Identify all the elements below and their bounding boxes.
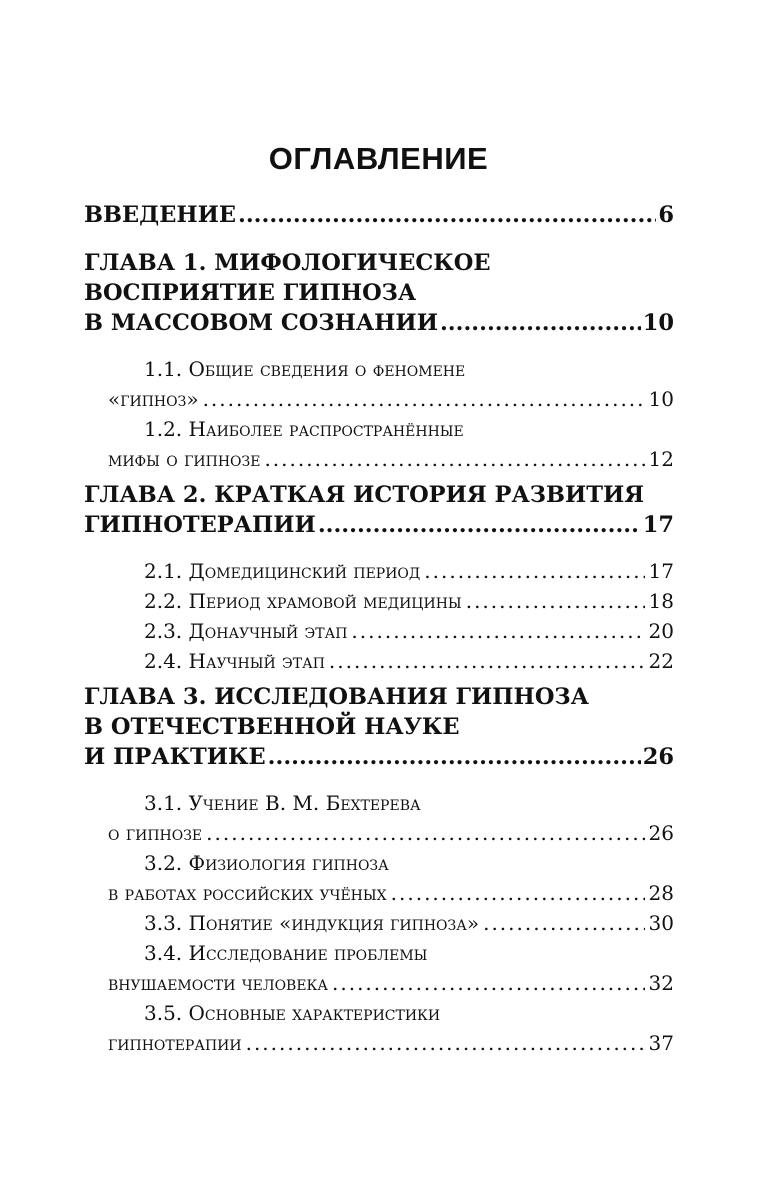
chapter-title-line: ГЛАВА 3. ИССЛЕДОВАНИЯ ГИПНОЗА xyxy=(84,684,589,710)
dot-leader xyxy=(264,444,644,474)
dot-leader xyxy=(391,878,645,908)
chapter-title-line: В МАССОВОМ СОЗНАНИИ xyxy=(84,310,438,336)
dot-leader xyxy=(318,510,641,540)
chapter-title-line: ГЛАВА 2. КРАТКАЯ ИСТОРИЯ РАЗВИТИЯ xyxy=(84,482,645,508)
page-number: 12 xyxy=(648,447,674,471)
section-title-line: 2.4. Научный этап xyxy=(144,649,325,673)
toc-entry-section-1-1[interactable] xyxy=(84,354,674,414)
toc-entry-chapter-1[interactable] xyxy=(84,248,674,338)
page-number: 6 xyxy=(658,202,674,228)
dot-leader xyxy=(424,556,644,586)
dot-leader xyxy=(332,968,645,998)
toc-entry-section-3-1[interactable] xyxy=(84,788,674,848)
toc-entry-intro[interactable] xyxy=(84,200,674,230)
dot-leader xyxy=(466,586,645,616)
section-title-line: 2.3. Донаучный этап xyxy=(144,619,348,643)
dot-leader xyxy=(206,818,644,848)
section-title-line: внушаемости человека xyxy=(108,971,328,995)
toc-entry-section-3-4[interactable] xyxy=(84,938,674,998)
section-title-line: 1.1. Общие сведения о феномене xyxy=(144,357,466,381)
toc-entry-section-3-5[interactable] xyxy=(84,998,674,1058)
section-title-line: «гипноз» xyxy=(108,387,199,411)
section-title-line: 2.1. Домедицинский период xyxy=(144,559,421,583)
section-title-line: 3.5. Основные характеристики xyxy=(144,1001,441,1025)
toc-entry-chapter-2[interactable] xyxy=(84,480,674,540)
dot-leader xyxy=(203,384,645,414)
dot-leader xyxy=(483,908,644,938)
page-number: 10 xyxy=(642,310,674,336)
page-number: 32 xyxy=(648,971,674,995)
page-number: 26 xyxy=(648,821,674,845)
section-title-line: 3.2. Физиология гипноза xyxy=(144,851,389,875)
toc-entry-section-2-1[interactable] xyxy=(84,556,674,586)
page-number: 28 xyxy=(648,881,674,905)
page-number: 30 xyxy=(648,911,674,935)
section-title-line: 2.2. Период храмовой медицины xyxy=(144,589,462,613)
page-number: 17 xyxy=(642,512,674,538)
toc-entry-section-2-2[interactable] xyxy=(84,586,674,616)
chapter-title-line: ВОСПРИЯТИЕ ГИПНОЗА xyxy=(84,280,417,306)
section-title-line: в работах российских учёных xyxy=(108,881,387,905)
toc-entry-section-3-3[interactable] xyxy=(84,908,674,938)
page-number: 37 xyxy=(648,1031,674,1055)
section-title-line: мифы о гипнозе xyxy=(108,447,261,471)
dot-leader xyxy=(268,742,641,772)
toc-entry-title: ВВЕДЕНИЕ xyxy=(84,202,237,228)
page-number: 26 xyxy=(642,744,674,770)
page-number: 20 xyxy=(648,619,674,643)
dot-leader xyxy=(246,1028,645,1058)
section-title-line: о гипнозе xyxy=(108,821,203,845)
section-title-line: гипнотерапии xyxy=(108,1031,242,1055)
section-title-line: 3.4. Исследование проблемы xyxy=(144,941,428,965)
toc-entry-section-3-2[interactable] xyxy=(84,848,674,908)
chapter-title-line: ГЛАВА 1. МИФОЛОГИЧЕСКОЕ xyxy=(84,250,491,276)
toc-entry-chapter-3[interactable] xyxy=(84,682,674,772)
page-number: 22 xyxy=(648,649,674,673)
section-title-line: 3.3. Понятие «индукция гипноза» xyxy=(144,911,480,935)
section-title-line: 3.1. Учение В. М. Бехтерева xyxy=(144,791,421,815)
dot-leader xyxy=(329,646,645,676)
dot-leader xyxy=(351,616,644,646)
page-number: 10 xyxy=(648,387,674,411)
page-number: 18 xyxy=(648,589,674,613)
chapter-title-line: В ОТЕЧЕСТВЕННОЙ НАУКЕ xyxy=(84,714,460,740)
dot-leader xyxy=(238,200,656,230)
chapter-title-line: И ПРАКТИКЕ xyxy=(84,744,266,770)
toc-entry-section-2-4[interactable] xyxy=(84,646,674,676)
chapter-title-line: ГИПНОТЕРАПИИ xyxy=(84,512,316,538)
table-of-contents xyxy=(84,200,674,1058)
page-number: 17 xyxy=(648,559,674,583)
toc-entry-section-1-2[interactable] xyxy=(84,414,674,474)
page-title: ОГЛАВЛЕНИЕ xyxy=(268,141,489,176)
dot-leader xyxy=(440,308,641,338)
section-title-line: 1.2. Наиболее распространённые xyxy=(144,417,464,441)
toc-entry-section-2-3[interactable] xyxy=(84,616,674,646)
